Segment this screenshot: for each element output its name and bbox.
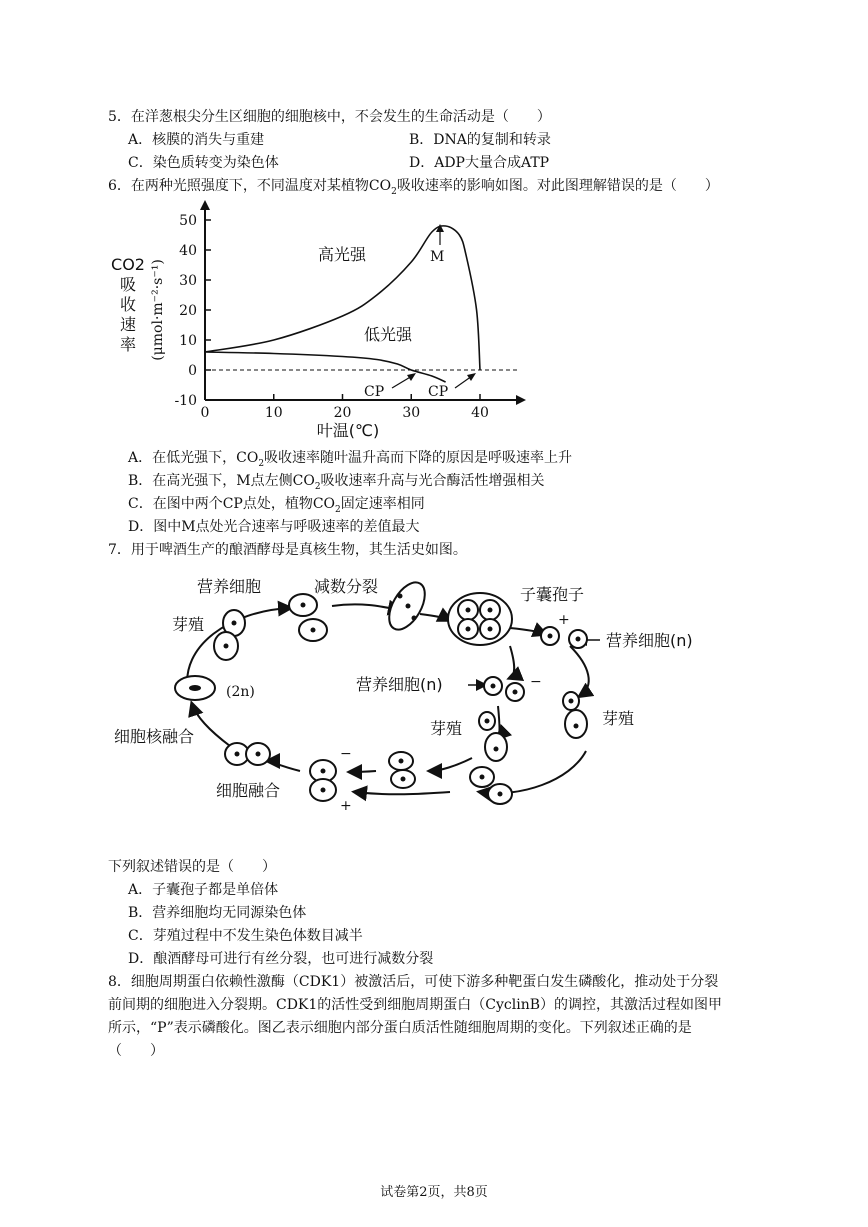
nucleus (494, 747, 499, 752)
nucleus (488, 608, 493, 613)
page-footer: 试卷第2页，共8页 (380, 1185, 488, 1200)
q8-line-4: （ ） (108, 1043, 164, 1059)
nucleus (574, 724, 579, 729)
nucleus (321, 769, 326, 774)
cycle-arrow-to-ascus (420, 614, 450, 620)
q7-option-b: B．营养细胞均无同源染色体 (128, 905, 307, 921)
nucleus (491, 684, 496, 689)
inner-arrow-to-fusion (350, 771, 376, 772)
label-budding-right: 芽殖 (602, 709, 635, 728)
y-axis-label-char4: 率 (119, 335, 137, 354)
y-axis-label-char3: 速 (119, 315, 137, 334)
q6-b-post: 吸收速率升高与光合酶活性增强相关 (320, 473, 545, 489)
y-tick-label: 50 (179, 213, 197, 229)
y-tick-label: 20 (179, 303, 197, 319)
q8-line-3: 所示，“P”表示磷酸化。图乙表示细胞内部分蛋白质活性随细胞周期的变化。下列叙述正确的是 (108, 1020, 692, 1036)
nucleus (488, 627, 493, 632)
q8-line-1: 8．细胞周期蛋白依赖性激酶（CDK1）被激活后，可使下游多种靶蛋白发生磷酸化，推动处于分裂 (108, 974, 719, 990)
q6-stem-sub: 2 (391, 186, 397, 197)
y-axis-arrowhead (200, 200, 210, 210)
nucleus (569, 699, 574, 704)
q6-c-post: 固定速率相同 (340, 496, 425, 512)
cycle-arrow-right-down (570, 646, 589, 696)
label-budding-mid: 芽殖 (430, 719, 463, 738)
label-meiosis: 减数分裂 (314, 577, 379, 596)
q7-option-a: A．子囊孢子都是单倍体 (128, 882, 279, 898)
q5-option-c: C．染色质转变为染色体 (128, 155, 279, 171)
cycle-arrow-to-fusion (268, 761, 300, 771)
q6-c-pre: C．在图中两个CP点处，植物CO (128, 496, 336, 512)
q6-option-d: D．图中M点处光合速率与呼吸速率的差值最大 (128, 519, 420, 535)
y-tick-label: 40 (179, 243, 197, 259)
inner-arrow-left (430, 758, 472, 771)
q6-a-sub: 2 (258, 458, 265, 469)
nucleus (466, 608, 471, 613)
x-tick-label: 30 (402, 405, 421, 421)
q6-option-c (128, 495, 425, 519)
nucleus (235, 752, 240, 757)
nucleus (576, 637, 581, 642)
x-tick-label: 0 (200, 405, 210, 421)
nucleus (399, 759, 404, 764)
cycle-arrow-bottom (355, 792, 450, 794)
nucleus (480, 775, 485, 780)
nucleus (232, 621, 237, 626)
q5-option-d: D．ADP大量合成ATP (409, 155, 550, 171)
q6-c-sub: 2 (335, 504, 341, 515)
x-axis-label: 叶温(℃) (316, 421, 380, 440)
nucleus (398, 594, 403, 599)
q6-stem-post: 吸收速率的影响如图。对此图理解错误的是（ ） (396, 178, 719, 194)
nucleus (412, 616, 417, 621)
label-ascospore: 子囊孢子 (520, 585, 585, 604)
y-axis-unit: (μmol·m⁻²·s⁻¹) (150, 259, 166, 361)
nucleus (401, 777, 406, 782)
cycle-arrow-to-spore (510, 628, 545, 634)
annotation-cp-right: CP (428, 384, 449, 400)
q6-b-sub: 2 (314, 481, 321, 492)
nucleus (321, 788, 326, 793)
label-diploid: (2n) (226, 684, 255, 700)
mark-minus-mid: − (530, 674, 542, 690)
nucleus (498, 792, 503, 797)
y-axis-label-char2: 收 (119, 295, 137, 314)
q8-line-2: 前间期的细胞进入分裂期。CDK1的活性受到细胞周期蛋白（CyclinB）的调控，其激活过程如图甲 (108, 997, 723, 1013)
mark-plus-fusion: + (340, 798, 352, 814)
x-tick-label: 10 (264, 405, 283, 421)
nucleus (406, 604, 411, 609)
q6-option-a (128, 449, 572, 473)
series-label-high-light: 高光强 (318, 245, 367, 264)
q7-option-d: D．酿酒酵母可进行有丝分裂，也可进行减数分裂 (128, 951, 434, 967)
q7-question: 下列叙述错误的是（ ） (108, 859, 276, 875)
mark-plus-spore: + (558, 612, 570, 628)
cycle-arrow-left-up (192, 704, 230, 746)
q5-option-a: A．核膜的消失与重建 (128, 132, 265, 148)
q6-a-pre: A．在低光强下，CO (128, 450, 259, 466)
q6-option-b (128, 472, 545, 496)
label-nutrient-cell: 营养细胞 (197, 577, 262, 596)
q6-b-pre: B．在高光强下，M点左侧CO (128, 473, 315, 489)
annotation-cp-left: CP (364, 384, 385, 400)
label-cell-fusion: 细胞融合 (216, 781, 281, 800)
nucleus (513, 690, 518, 695)
annotation-m: M (430, 249, 445, 265)
y-axis-label-char1: 吸 (119, 275, 137, 294)
chart-axes (200, 200, 526, 405)
q6-stem-pre: 6．在两种光照强度下，不同温度对某植物CO (108, 178, 392, 194)
label-nutrient-cell-n-mid: 营养细胞(n) (356, 675, 443, 694)
y-tick-label: 30 (179, 273, 197, 289)
y-tick-label: -10 (174, 393, 197, 409)
x-axis-arrowhead (516, 395, 526, 405)
nucleus (256, 752, 261, 757)
q7-stem: 7．用于啤酒生产的酿酒酵母是真核生物，其生活史如图。 (108, 542, 467, 558)
nucleus (224, 644, 229, 649)
x-tick-label: 40 (471, 405, 489, 421)
yeast-life-cycle-diagram (100, 566, 740, 826)
nucleus (311, 628, 316, 633)
nucleus (466, 627, 471, 632)
ascus (448, 593, 512, 645)
q6-a-post: 吸收速率随叶温升高而下降的原因是呼吸速率上升 (264, 450, 573, 466)
nucleus (548, 634, 553, 639)
label-nutrient-cell-n-right: 营养细胞(n) (606, 631, 693, 650)
co2-uptake-chart (100, 198, 540, 448)
q5-stem: 5．在洋葱根尖分生区细胞的细胞核中，不会发生的生命活动是（ ） (108, 109, 551, 125)
mark-minus-fusion: − (340, 746, 352, 762)
nucleus (485, 719, 490, 724)
label-karyogamy: 细胞核融合 (114, 727, 195, 746)
q7-option-c: C．芽殖过程中不发生染色体数目减半 (128, 928, 363, 944)
y-axis-label-co2: CO2 (111, 255, 145, 274)
label-budding-left: 芽殖 (172, 615, 205, 634)
y-tick-label: 0 (188, 363, 197, 379)
annotation-cp-right-arrowhead (467, 373, 476, 381)
nucleus (301, 603, 306, 608)
series-label-low-light: 低光强 (364, 325, 413, 344)
x-tick-label: 20 (333, 405, 352, 421)
inner-arrow-down (510, 646, 514, 678)
annotation-cp-left-arrowhead (407, 373, 416, 381)
y-tick-label: 10 (179, 333, 197, 349)
q5-option-b: B．DNA的复制和转录 (409, 132, 551, 148)
diploid-nucleus (189, 685, 201, 691)
